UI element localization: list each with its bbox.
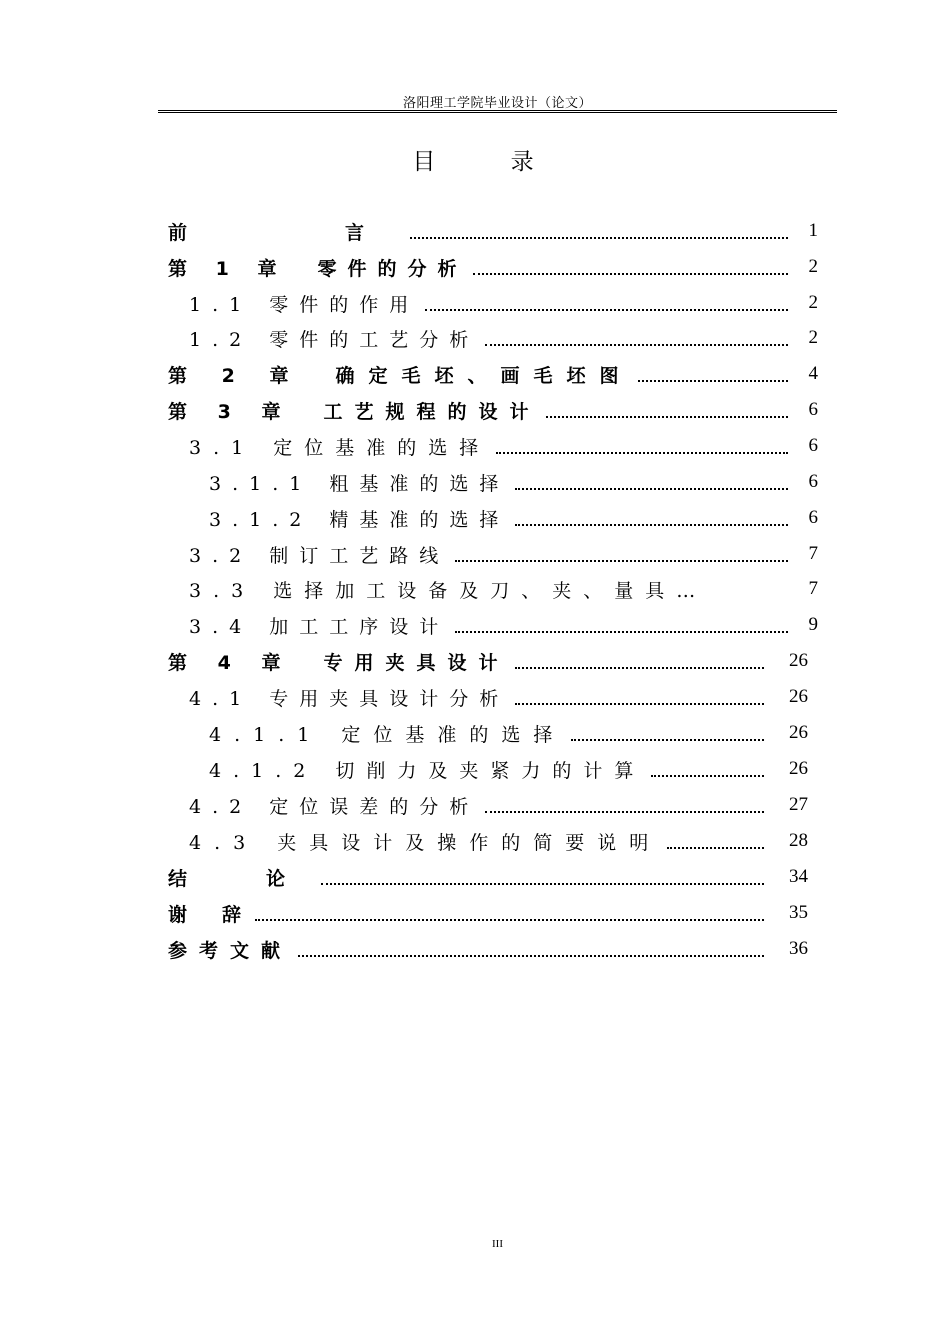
toc-entry-label: 4.1.2 切削力及夹紧力的计算 [209, 759, 646, 782]
toc-entry-label: 3.1.1 粗基准的选择 [209, 472, 510, 495]
toc-entry-page: 36 [789, 938, 808, 959]
toc-dot-leader [515, 523, 788, 526]
toc-dot-leader [651, 774, 764, 777]
toc-entry-3-1-1[interactable] [209, 464, 818, 500]
toc-entry-page: 4 [808, 363, 818, 384]
toc-dot-leader [455, 630, 788, 633]
toc-entry-preface[interactable] [168, 213, 818, 249]
toc-entry-1-1[interactable] [189, 285, 818, 321]
toc-entry-page: 9 [808, 614, 818, 635]
toc-dot-leader [515, 666, 764, 669]
toc-entry-page: 6 [808, 471, 818, 492]
toc-dot-leader [515, 487, 788, 490]
toc-entry-label: 前 言 [168, 221, 405, 244]
toc-entry-label: 1.1 零件的作用 [189, 293, 420, 316]
toc-entry-4-3[interactable] [189, 823, 808, 859]
toc-entry-page: 6 [808, 399, 818, 420]
toc-entry-label: 第 4 章 专用夹具设计 [168, 651, 510, 674]
toc-entry-label: 3.1.2 精基准的选择 [209, 508, 510, 531]
toc-entry-3-1[interactable] [189, 428, 818, 464]
toc-entry-label: 结 论 [168, 867, 316, 890]
toc-entry-page: 26 [789, 650, 808, 671]
toc-entry-page: 26 [789, 722, 808, 743]
toc-entry-label: 参考文献 [168, 939, 293, 962]
toc-entry-4-1[interactable] [189, 679, 808, 715]
toc-entry-page: 6 [808, 435, 818, 456]
header-rule-bold [158, 112, 837, 113]
toc-entry-4-1-1[interactable] [209, 715, 808, 751]
toc-dot-leader [425, 308, 788, 311]
toc-dot-leader [410, 236, 788, 239]
page-number: III [492, 1238, 503, 1250]
toc-dot-leader [321, 882, 764, 885]
toc-entry-label: 4.1.1 定位基准的选择 [209, 723, 566, 746]
toc-entry-label: 3.2 制订工艺路线 [189, 544, 450, 567]
toc-entry-label: 4.2 定位误差的分析 [189, 795, 480, 818]
toc-entry-page: 27 [789, 794, 808, 815]
toc-dot-leader [485, 343, 788, 346]
toc-title: 目 录 [412, 149, 568, 175]
toc-entry-chapter-4[interactable] [168, 643, 808, 679]
toc-entry-label: 第 3 章 工艺规程的设计 [168, 400, 541, 423]
toc-entry-3-2[interactable] [189, 536, 818, 572]
toc-entry-chapter-2[interactable] [168, 356, 818, 392]
toc-dot-leader [255, 918, 764, 921]
toc-entry-chapter-3[interactable] [168, 392, 818, 428]
header-rule [158, 110, 837, 111]
toc-entry-4-1-2[interactable] [209, 751, 808, 787]
toc-entry-chapter-1[interactable] [168, 249, 818, 285]
toc-entry-label: 3.1 定位基准的选择 [189, 436, 491, 459]
toc-dot-leader [546, 415, 788, 418]
toc-entry-1-2[interactable] [189, 320, 818, 356]
toc-entry-references[interactable] [168, 931, 808, 967]
toc-entry-label: 1.2 零件的工艺分析 [189, 328, 480, 351]
toc-entry-page: 7 [808, 543, 818, 564]
toc-entry-page: 2 [808, 327, 818, 348]
toc-entry-page: 35 [789, 902, 808, 923]
toc-dot-leader [485, 810, 764, 813]
toc-entry-3-3[interactable] [189, 571, 818, 607]
toc-dot-leader [298, 954, 764, 957]
toc-entry-page: 26 [789, 758, 808, 779]
toc-entry-acknowledgements[interactable] [168, 895, 808, 931]
toc-entry-conclusion[interactable] [168, 859, 808, 895]
toc-entry-label: 第 2 章 确定毛坯、画毛坯图 [168, 364, 633, 387]
toc-dot-leader [455, 559, 788, 562]
toc-entry-page: 2 [808, 292, 818, 313]
toc-entry-3-1-2[interactable] [209, 500, 818, 536]
toc-entry-label: 4.3 夹具设计及操作的简要说明 [189, 831, 662, 854]
toc-entry-page: 2 [808, 256, 818, 277]
toc-dot-leader [571, 738, 764, 741]
toc-entry-page: 26 [789, 686, 808, 707]
toc-entry-page: 28 [789, 830, 808, 851]
toc-entry-label: 3.3 选择加工设备及刀、夹、量具… [189, 579, 708, 602]
toc-entry-label: 4.1 专用夹具设计分析 [189, 687, 510, 710]
toc-dot-leader [496, 451, 788, 454]
toc-entry-label: 谢 辞 [168, 903, 250, 926]
toc-entry-page: 34 [789, 866, 808, 887]
toc-entry-4-2[interactable] [189, 787, 808, 823]
toc-entry-page: 6 [808, 507, 818, 528]
toc-entry-page: 7 [808, 578, 818, 599]
toc-dot-leader [473, 272, 788, 275]
toc-entry-label: 3.4 加工工序设计 [189, 615, 450, 638]
toc-dot-leader [667, 846, 764, 849]
toc-dot-leader [638, 379, 788, 382]
toc-entry-3-4[interactable] [189, 607, 818, 643]
toc-dot-leader [515, 702, 764, 705]
running-header: 洛阳理工学院毕业设计（论文） [402, 96, 592, 111]
toc-entry-label: 第 1 章 零件的分析 [168, 257, 468, 280]
toc-entry-page: 1 [808, 220, 818, 241]
